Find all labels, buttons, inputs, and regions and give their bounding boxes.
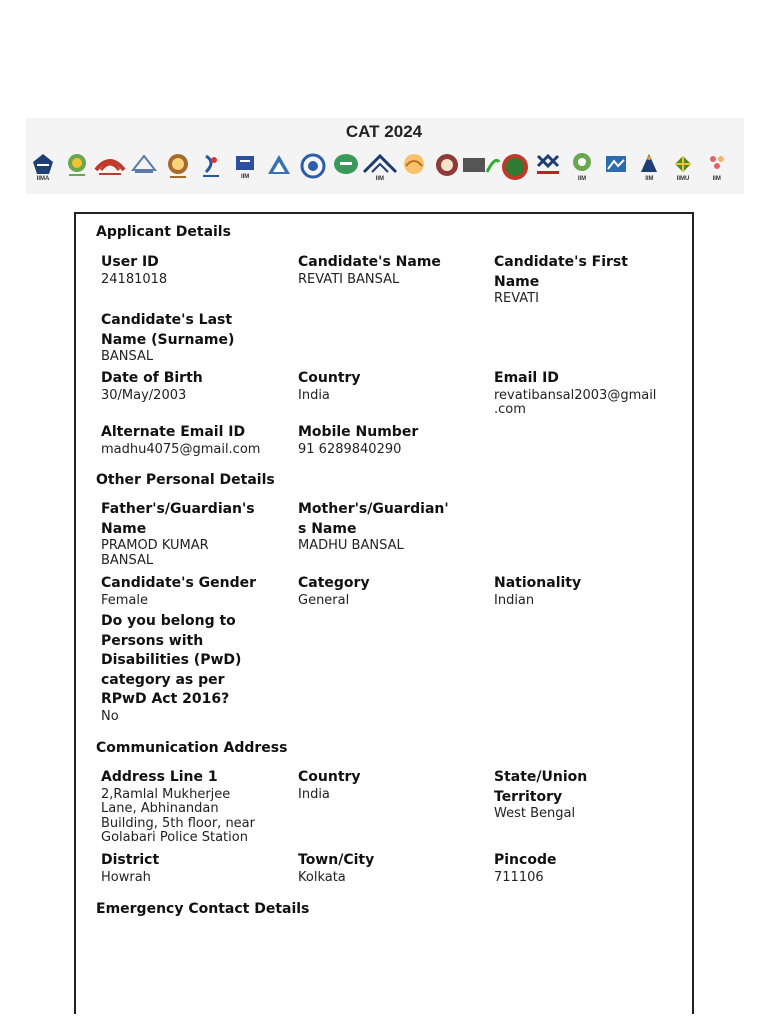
iim-indore-logo-icon [198, 152, 224, 186]
field-label: Category [298, 575, 370, 591]
field-value: West Bengal [494, 806, 576, 821]
field-value: Golabari Police Station [101, 830, 248, 845]
field-label: Name [101, 520, 147, 537]
field-user-id [101, 253, 277, 287]
iim-calcutta-logo-icon [165, 152, 191, 186]
field-alt-email [101, 423, 277, 457]
field-label: Mother's/Guardian' [298, 501, 449, 517]
field-address-line-1 [101, 768, 277, 846]
field-value: India [298, 387, 330, 403]
field-dob [101, 369, 277, 403]
field-value: India [298, 786, 330, 802]
field-value: Building, 5th floor, near [101, 815, 255, 831]
field-label: Name (Surname) [101, 331, 235, 348]
field-label: Father's/Guardian's [101, 501, 255, 517]
iim-tiruchirappalli-logo-icon [636, 152, 662, 186]
field-value: REVATI [494, 291, 539, 306]
field-value: No [101, 708, 119, 724]
field-value: 24181018 [101, 271, 168, 287]
field-town [298, 851, 474, 885]
iimb-logo-icon [97, 152, 123, 186]
field-label: s Name [298, 520, 357, 537]
iim-kashipur-logo-icon [266, 152, 292, 186]
field-value: Indian [494, 592, 535, 608]
field-father-name [101, 500, 277, 568]
iim-sambalpur-logo-icon [535, 152, 561, 186]
field-label: Persons with [101, 632, 204, 649]
field-label: Alternate Email ID [101, 424, 246, 440]
field-gender [101, 574, 277, 608]
field-value: General [298, 592, 350, 608]
field-value: .com [494, 402, 526, 417]
field-country [298, 369, 474, 403]
logo-caption: IIM [240, 174, 250, 180]
logo-caption: IIM [645, 176, 654, 182]
field-label: Town/City [298, 852, 375, 868]
iim-visakhapatnam-logo-icon [704, 152, 730, 186]
field-label: Candidate's Gender [101, 575, 257, 591]
iim-nagpur-logo-icon [401, 152, 427, 186]
field-nationality [494, 574, 670, 608]
field-value: BANSAL [101, 349, 154, 364]
field-category [298, 574, 474, 608]
field-mother-name [298, 500, 474, 554]
field-value: Howrah [101, 869, 151, 885]
iim-ranchi-logo-icon [468, 152, 494, 186]
page-title: CAT 2024 [345, 122, 423, 141]
field-pincode [494, 851, 670, 885]
field-label: State/Union [494, 769, 588, 785]
field-value: madhu4075@gmail.com [101, 441, 261, 457]
field-value: 2,Ramlal Mukherjee [101, 786, 231, 802]
iim-udaipur-logo-icon [670, 152, 696, 186]
field-label: Name [494, 273, 540, 290]
section-title-personal: Other Personal Details [96, 472, 275, 488]
field-candidate-name [298, 253, 474, 287]
field-district [101, 851, 277, 885]
iim-lucknow-logo-icon [333, 152, 359, 186]
iima-logo-icon [30, 152, 56, 186]
field-label: Country [298, 769, 361, 785]
iim-mumbai-logo-icon [367, 152, 393, 186]
field-label: Date of Birth [101, 370, 203, 386]
field-state [494, 768, 670, 822]
field-label: Do you belong to [101, 613, 236, 629]
iim-kozhikode-logo-icon [300, 152, 326, 186]
field-mobile [298, 423, 474, 457]
logo-caption: IIM [577, 176, 587, 182]
field-label: RPwD Act 2016? [101, 691, 230, 707]
field-value: REVATI BANSAL [298, 271, 400, 287]
logo-caption: IIM [375, 176, 385, 182]
iim-sirmaur-logo-icon [603, 152, 629, 186]
logo-caption: IIM [712, 176, 721, 182]
iim-rohtak-logo-icon [502, 152, 528, 186]
field-label: District [101, 852, 160, 868]
institute-logo-strip [30, 150, 730, 188]
field-label: Nationality [494, 575, 582, 591]
field-label: Pincode [494, 852, 557, 868]
field-label: Mobile Number [298, 424, 419, 440]
logo-caption: IIMU [676, 176, 690, 182]
field-first-name [494, 253, 670, 307]
iim-amritsar-logo-icon [64, 152, 90, 186]
field-value: Kolkata [298, 869, 346, 885]
field-pwd [101, 612, 277, 724]
field-last-name [101, 311, 277, 365]
field-label: Address Line 1 [101, 769, 218, 785]
field-value: 711106 [494, 869, 544, 885]
section-title-emergency: Emergency Contact Details [96, 901, 310, 917]
field-value: MADHU BANSAL [298, 538, 404, 553]
iim-raipur-logo-icon [434, 152, 460, 186]
iim-shillong-logo-icon [569, 152, 595, 186]
field-label: Disabilities (PwD) [101, 652, 242, 668]
field-label: Email ID [494, 370, 559, 386]
field-label: Candidate's Name [298, 254, 441, 270]
section-title-address: Communication Address [96, 740, 288, 756]
field-label: Country [298, 370, 361, 386]
field-label: User ID [101, 254, 159, 270]
iim-jammu-logo-icon [232, 152, 258, 186]
field-value: PRAMOD KUMAR [101, 538, 209, 553]
field-value: revatibansal2003@gmail [494, 387, 657, 403]
field-email [494, 369, 670, 418]
iim-bodh-gaya-logo-icon [131, 152, 157, 186]
field-value: Female [101, 592, 149, 608]
field-value: 30/May/2003 [101, 387, 187, 403]
field-label: Territory [494, 788, 563, 805]
field-address-country [298, 768, 474, 802]
logo-caption: IIMA [36, 176, 50, 182]
field-value: BANSAL [101, 552, 154, 568]
field-label: category as per [101, 671, 225, 688]
section-title-applicant: Applicant Details [96, 224, 231, 240]
field-label: Candidate's First [494, 254, 628, 270]
field-value: 91 6289840290 [298, 441, 402, 457]
field-label: Candidate's Last [101, 312, 233, 328]
field-value: Lane, Abhinandan [101, 801, 219, 816]
